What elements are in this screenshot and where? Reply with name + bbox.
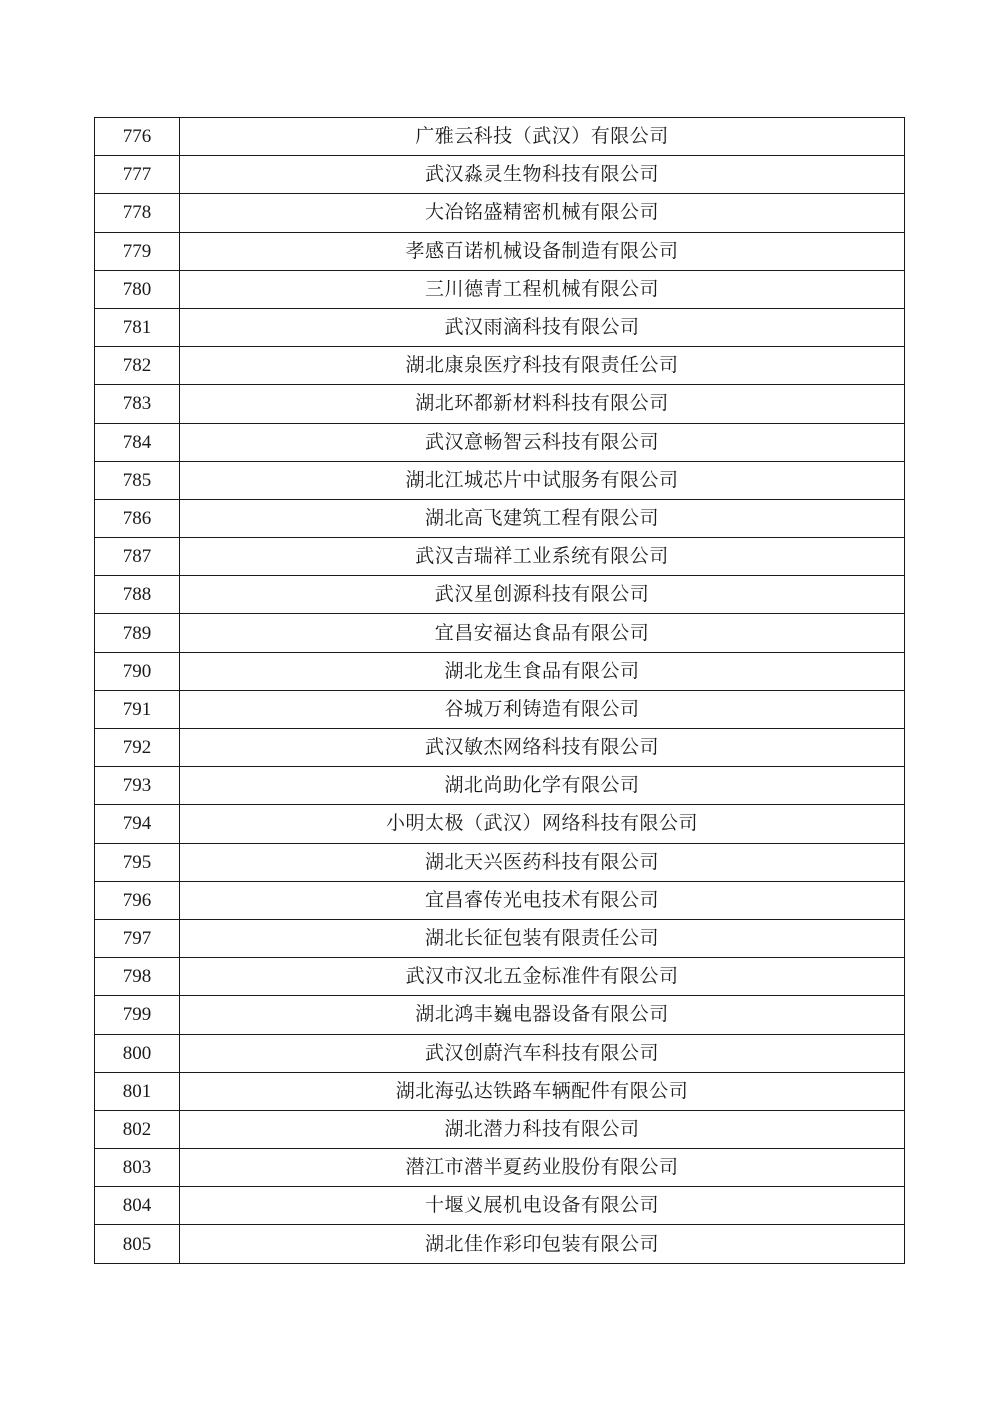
company-name: 宜昌安福达食品有限公司: [180, 614, 905, 652]
table-row: [95, 1149, 905, 1187]
row-number: 792: [95, 729, 180, 767]
row-number: 776: [95, 118, 180, 156]
table-row: [95, 614, 905, 652]
company-list-body: [95, 118, 905, 1264]
row-number: 805: [95, 1225, 180, 1263]
row-number: 791: [95, 690, 180, 728]
company-name: 孝感百诺机械设备制造有限公司: [180, 232, 905, 270]
company-name: 武汉雨滴科技有限公司: [180, 308, 905, 346]
row-number: 802: [95, 1110, 180, 1148]
table-row: [95, 1034, 905, 1072]
table-row: [95, 1110, 905, 1148]
company-name: 湖北尚助化学有限公司: [180, 767, 905, 805]
table-row: [95, 1072, 905, 1110]
table-row: [95, 652, 905, 690]
company-name: 三川德青工程机械有限公司: [180, 270, 905, 308]
row-number: 797: [95, 919, 180, 957]
table-row: [95, 576, 905, 614]
row-number: 787: [95, 538, 180, 576]
company-name: 宜昌睿传光电技术有限公司: [180, 881, 905, 919]
company-name: 武汉淼灵生物科技有限公司: [180, 156, 905, 194]
table-row: [95, 499, 905, 537]
table-row: [95, 385, 905, 423]
row-number: 780: [95, 270, 180, 308]
company-name: 湖北长征包装有限责任公司: [180, 919, 905, 957]
row-number: 804: [95, 1187, 180, 1225]
table-row: [95, 1187, 905, 1225]
company-name: 湖北佳作彩印包装有限公司: [180, 1225, 905, 1263]
table-row: [95, 690, 905, 728]
table-row: [95, 423, 905, 461]
table-row: [95, 881, 905, 919]
table-row: [95, 996, 905, 1034]
company-name: 大冶铭盛精密机械有限公司: [180, 194, 905, 232]
company-name: 小明太极（武汉）网络科技有限公司: [180, 805, 905, 843]
table-row: [95, 538, 905, 576]
table-row: [95, 729, 905, 767]
company-name: 湖北鸿丰巍电器设备有限公司: [180, 996, 905, 1034]
row-number: 784: [95, 423, 180, 461]
row-number: 785: [95, 461, 180, 499]
table-row: [95, 805, 905, 843]
row-number: 800: [95, 1034, 180, 1072]
row-number: 794: [95, 805, 180, 843]
company-name: 湖北龙生食品有限公司: [180, 652, 905, 690]
row-number: 803: [95, 1149, 180, 1187]
row-number: 779: [95, 232, 180, 270]
row-number: 799: [95, 996, 180, 1034]
row-number: 796: [95, 881, 180, 919]
table-row: [95, 843, 905, 881]
company-name: 湖北江城芯片中试服务有限公司: [180, 461, 905, 499]
table-row: [95, 347, 905, 385]
table-row: [95, 270, 905, 308]
company-name: 武汉意畅智云科技有限公司: [180, 423, 905, 461]
row-number: 789: [95, 614, 180, 652]
company-name: 武汉星创源科技有限公司: [180, 576, 905, 614]
company-name: 潜江市潜半夏药业股份有限公司: [180, 1149, 905, 1187]
company-name: 湖北环都新材料科技有限公司: [180, 385, 905, 423]
table-row: [95, 958, 905, 996]
table-row: [95, 461, 905, 499]
row-number: 790: [95, 652, 180, 690]
company-name: 谷城万利铸造有限公司: [180, 690, 905, 728]
table-row: [95, 118, 905, 156]
row-number: 795: [95, 843, 180, 881]
row-number: 783: [95, 385, 180, 423]
company-list-table: [94, 117, 905, 1264]
table-row: [95, 1225, 905, 1263]
company-name: 武汉创蔚汽车科技有限公司: [180, 1034, 905, 1072]
company-name: 武汉吉瑞祥工业系统有限公司: [180, 538, 905, 576]
table-row: [95, 156, 905, 194]
company-name: 湖北天兴医药科技有限公司: [180, 843, 905, 881]
row-number: 777: [95, 156, 180, 194]
company-name: 武汉敏杰网络科技有限公司: [180, 729, 905, 767]
table-row: [95, 308, 905, 346]
row-number: 793: [95, 767, 180, 805]
company-name: 武汉市汉北五金标准件有限公司: [180, 958, 905, 996]
company-name: 湖北潜力科技有限公司: [180, 1110, 905, 1148]
row-number: 781: [95, 308, 180, 346]
table-row: [95, 919, 905, 957]
row-number: 782: [95, 347, 180, 385]
company-name: 湖北康泉医疗科技有限责任公司: [180, 347, 905, 385]
table-row: [95, 767, 905, 805]
row-number: 801: [95, 1072, 180, 1110]
row-number: 788: [95, 576, 180, 614]
table-row: [95, 194, 905, 232]
row-number: 798: [95, 958, 180, 996]
row-number: 778: [95, 194, 180, 232]
row-number: 786: [95, 499, 180, 537]
company-name: 十堰义展机电设备有限公司: [180, 1187, 905, 1225]
table-row: [95, 232, 905, 270]
company-name: 湖北海弘达铁路车辆配件有限公司: [180, 1072, 905, 1110]
company-name: 湖北高飞建筑工程有限公司: [180, 499, 905, 537]
company-name: 广雅云科技（武汉）有限公司: [180, 118, 905, 156]
